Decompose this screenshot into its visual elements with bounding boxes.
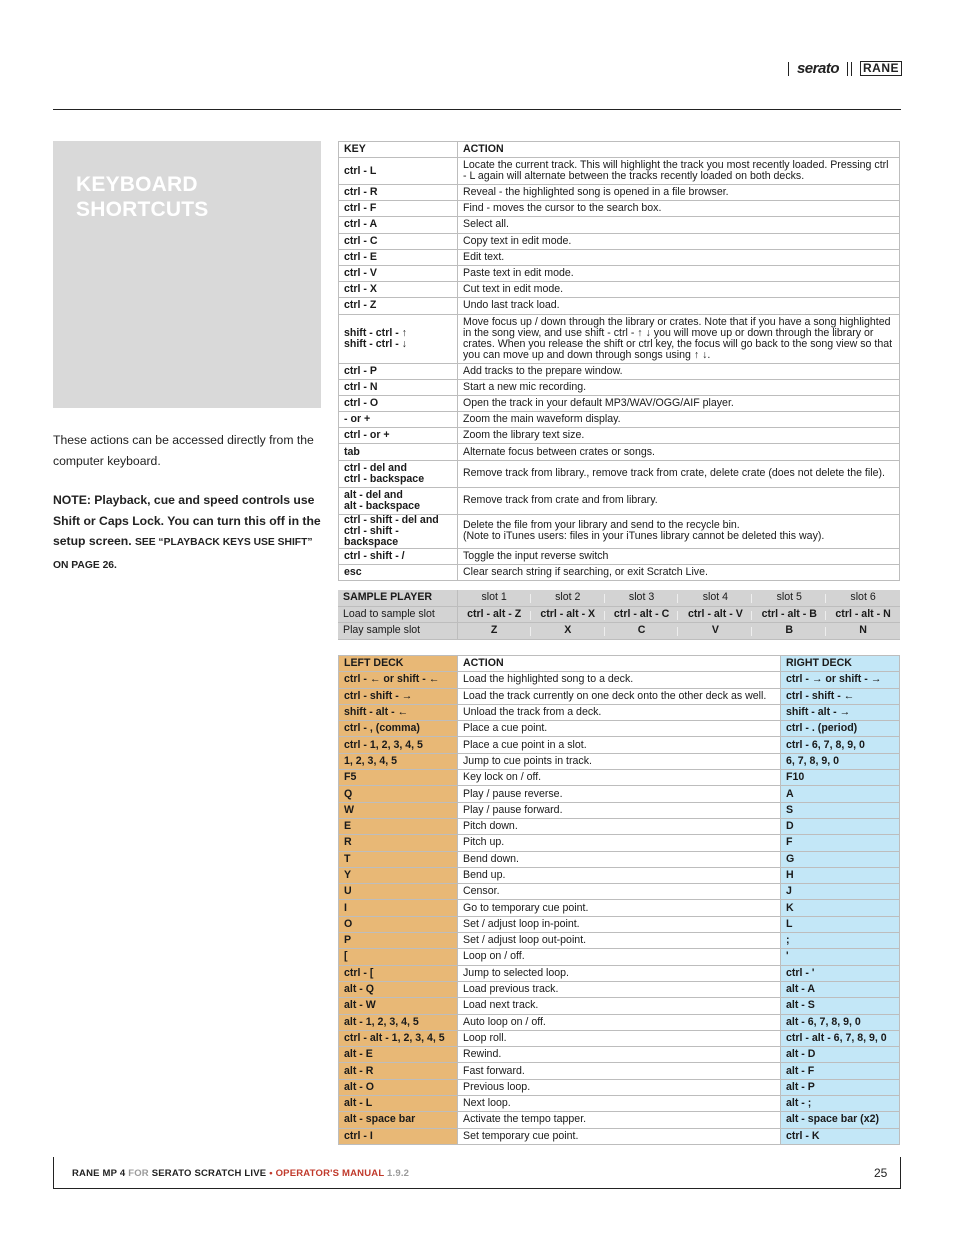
slot-value: ctrl - alt - Z <box>457 606 531 623</box>
table-row <box>339 867 900 883</box>
table-row <box>339 770 900 786</box>
deck-action: Place a cue point. <box>458 721 781 737</box>
slot-value: ctrl - alt - V <box>678 606 752 623</box>
slot-value: ctrl - alt - X <box>531 606 605 623</box>
shortcut-action: Remove track from crate and from library. <box>458 487 900 514</box>
left-deck-key: Q <box>339 786 458 802</box>
sample-player-table <box>338 590 900 640</box>
left-deck-key: ctrl - , (comma) <box>339 721 458 737</box>
shortcut-key: ctrl - or + <box>339 428 458 444</box>
shortcut-action: Locate the current track. This will highlight the track you most recently loaded. Pressing ctrl - L again will alternate between the tracks recently loaded on both decks. <box>458 158 900 185</box>
left-deck-key: R <box>339 835 458 851</box>
left-deck-key: E <box>339 818 458 834</box>
shortcut-key: ctrl - shift - / <box>339 548 458 564</box>
shortcut-key: ctrl - V <box>339 265 458 281</box>
table-row <box>339 548 900 564</box>
deck-action: Previous loop. <box>458 1079 781 1095</box>
note-see-reference: SEE “PLAYBACK KEYS USE SHIFT” ON PAGE 26. <box>53 537 313 571</box>
left-deck-header: LEFT DECK <box>339 656 458 672</box>
left-deck-key: ctrl - ← or shift - ← <box>339 672 458 688</box>
right-deck-key: ; <box>781 933 900 949</box>
rane-logo: RANE <box>860 61 902 76</box>
sampler-header-row <box>338 590 900 606</box>
shortcut-key: ctrl - A <box>339 217 458 233</box>
shortcut-action: Open the track in your default MP3/WAV/OGG/AIF player. <box>458 395 900 411</box>
footer-software: SERATO SCRATCH LIVE <box>151 1168 267 1179</box>
table-row <box>339 1128 900 1144</box>
table-row <box>339 460 900 487</box>
left-deck-key: alt - O <box>339 1079 458 1095</box>
left-deck-key: shift - alt - ← <box>339 704 458 720</box>
deck-action: Pitch down. <box>458 818 781 834</box>
title-box <box>53 141 321 408</box>
slot-value: ctrl - alt - N <box>826 606 900 623</box>
right-deck-key: ctrl - ' <box>781 965 900 981</box>
divider <box>851 62 852 76</box>
left-deck-key: alt - space bar <box>339 1112 458 1128</box>
sampler-row <box>338 606 900 623</box>
left-deck-key: ctrl - I <box>339 1128 458 1144</box>
deck-action: Unload the track from a deck. <box>458 704 781 720</box>
deck-action: Loop on / off. <box>458 949 781 965</box>
shortcut-action: Zoom the library text size. <box>458 428 900 444</box>
shortcut-action: Cut text in edit mode. <box>458 282 900 298</box>
table-row <box>339 1112 900 1128</box>
footer-manual: OPERATOR'S MANUAL <box>275 1168 385 1179</box>
right-deck-key: alt - ; <box>781 1096 900 1112</box>
left-deck-key: O <box>339 916 458 932</box>
right-deck-key: alt - P <box>781 1079 900 1095</box>
shortcut-action: Start a new mic recording. <box>458 379 900 395</box>
table-row <box>339 1030 900 1046</box>
deck-action: Jump to cue points in track. <box>458 753 781 769</box>
deck-header-row <box>339 656 900 672</box>
table-row <box>339 298 900 314</box>
left-deck-key: [ <box>339 949 458 965</box>
table-row <box>339 916 900 932</box>
shortcut-action: Reveal - the highlighted song is opened in a file browser. <box>458 185 900 201</box>
deck-action: Bend down. <box>458 851 781 867</box>
table-row <box>339 786 900 802</box>
table-header-row <box>339 142 900 158</box>
footer-version: 1.9.2 <box>387 1168 410 1179</box>
shortcut-key: tab <box>339 444 458 460</box>
deck-action: Load the highlighted song to a deck. <box>458 672 781 688</box>
table-row <box>339 1047 900 1063</box>
table-row <box>339 835 900 851</box>
right-deck-key: ctrl - . (period) <box>781 721 900 737</box>
right-deck-key: alt - S <box>781 998 900 1014</box>
right-deck-key: J <box>781 884 900 900</box>
shortcut-action: Alternate focus between crates or songs. <box>458 444 900 460</box>
shortcut-action: Edit text. <box>458 249 900 265</box>
key-header: KEY <box>339 142 458 158</box>
left-deck-key: ctrl - [ <box>339 965 458 981</box>
shortcut-key: ctrl - O <box>339 395 458 411</box>
shortcut-key: - or + <box>339 412 458 428</box>
keyboard-shortcut-table <box>338 141 900 581</box>
right-deck-key: K <box>781 900 900 916</box>
table-row <box>339 185 900 201</box>
deck-action: Next loop. <box>458 1096 781 1112</box>
shortcut-action: Zoom the main waveform display. <box>458 412 900 428</box>
sample-player-label: SAMPLE PLAYER <box>338 590 457 606</box>
slot-value: Z <box>457 623 531 640</box>
left-deck-key: ctrl - 1, 2, 3, 4, 5 <box>339 737 458 753</box>
left-deck-key: alt - R <box>339 1063 458 1079</box>
table-row <box>339 282 900 298</box>
page-title: KEYBOARD SHORTCUTS <box>76 173 209 221</box>
footer-rule-left <box>53 1157 54 1189</box>
deck-action: Censor. <box>458 884 781 900</box>
table-row <box>339 721 900 737</box>
left-deck-key: ctrl - alt - 1, 2, 3, 4, 5 <box>339 1030 458 1046</box>
shortcut-key: alt - del and alt - backspace <box>339 487 458 514</box>
brand-logos <box>788 60 902 77</box>
deck-action: Pitch up. <box>458 835 781 851</box>
left-deck-key: U <box>339 884 458 900</box>
footer-rule-right <box>900 1157 901 1189</box>
deck-action: Jump to selected loop. <box>458 965 781 981</box>
right-deck-key: H <box>781 867 900 883</box>
shortcut-action: Copy text in edit mode. <box>458 233 900 249</box>
table-row <box>339 981 900 997</box>
shortcut-action: Remove track from library., remove track from crate, delete crate (does not delete the file). <box>458 460 900 487</box>
left-deck-key: I <box>339 900 458 916</box>
right-deck-key: alt - A <box>781 981 900 997</box>
slot-value: B <box>752 623 826 640</box>
serato-logo: serato <box>796 60 839 77</box>
right-deck-key: alt - F <box>781 1063 900 1079</box>
table-row <box>339 1014 900 1030</box>
table-row <box>339 949 900 965</box>
header-rule <box>53 109 901 110</box>
deck-action: Rewind. <box>458 1047 781 1063</box>
slot-value: X <box>531 623 605 640</box>
sampler-row-label: Load to sample slot <box>338 606 457 623</box>
left-deck-key: alt - E <box>339 1047 458 1063</box>
right-deck-key: alt - space bar (x2) <box>781 1112 900 1128</box>
sampler-row-label: Play sample slot <box>338 623 457 640</box>
shortcut-key: ctrl - P <box>339 363 458 379</box>
slot-header: slot 3 <box>605 590 679 606</box>
slot-value: V <box>678 623 752 640</box>
footer-product: RANE MP 4 <box>72 1168 126 1179</box>
left-deck-key: alt - W <box>339 998 458 1014</box>
divider <box>847 62 848 76</box>
deck-action: Load the track currently on one deck onto the other deck as well. <box>458 688 781 704</box>
deck-action: Go to temporary cue point. <box>458 900 781 916</box>
action-header: ACTION <box>458 656 781 672</box>
table-row <box>339 672 900 688</box>
shortcut-key: ctrl - R <box>339 185 458 201</box>
shortcut-action: Move focus up / down through the library or crates. Note that if you have a song highlighted in the song view, and use shift - ctrl - ↑ ↓ you will move up or down through the library or crates. When you release the shift or ctrl key, the focus will go back to the song view so that you can move up and down through songs using ↑ ↓. <box>458 314 900 363</box>
deck-action: Set / adjust loop out-point. <box>458 933 781 949</box>
table-row <box>339 998 900 1014</box>
slot-value: ctrl - alt - C <box>605 606 679 623</box>
right-deck-key: F10 <box>781 770 900 786</box>
left-deck-key: T <box>339 851 458 867</box>
footer-text <box>72 1168 409 1179</box>
action-header: ACTION <box>458 142 900 158</box>
slot-value: N <box>826 623 900 640</box>
footer-bullet: • <box>269 1168 273 1179</box>
table-row <box>339 233 900 249</box>
shortcut-key: ctrl - N <box>339 379 458 395</box>
shortcut-action: Add tracks to the prepare window. <box>458 363 900 379</box>
deck-action: Set temporary cue point. <box>458 1128 781 1144</box>
footer-for: FOR <box>128 1168 149 1179</box>
right-deck-key: ctrl - alt - 6, 7, 8, 9, 0 <box>781 1030 900 1046</box>
slot-value: C <box>605 623 679 640</box>
table-row <box>339 412 900 428</box>
table-row <box>339 818 900 834</box>
right-deck-key: ctrl - → or shift - → <box>781 672 900 688</box>
deck-action: Activate the tempo tapper. <box>458 1112 781 1128</box>
deck-action: Place a cue point in a slot. <box>458 737 781 753</box>
slot-header: slot 1 <box>457 590 531 606</box>
table-row <box>339 444 900 460</box>
right-deck-key: alt - 6, 7, 8, 9, 0 <box>781 1014 900 1030</box>
left-deck-key: ctrl - shift - → <box>339 688 458 704</box>
deck-action: Fast forward. <box>458 1063 781 1079</box>
left-deck-key: F5 <box>339 770 458 786</box>
table-row <box>339 514 900 548</box>
intro-text: These actions can be accessed directly from the computer keyboard. <box>53 433 314 468</box>
shortcut-action: Paste text in edit mode. <box>458 265 900 281</box>
shortcut-key: ctrl - F <box>339 201 458 217</box>
slot-header: slot 6 <box>826 590 900 606</box>
right-deck-key: 6, 7, 8, 9, 0 <box>781 753 900 769</box>
table-row <box>339 217 900 233</box>
deck-action: Loop roll. <box>458 1030 781 1046</box>
deck-action: Bend up. <box>458 867 781 883</box>
table-row <box>339 851 900 867</box>
table-row <box>339 487 900 514</box>
shortcut-key: ctrl - del and ctrl - backspace <box>339 460 458 487</box>
table-row <box>339 201 900 217</box>
deck-action: Auto loop on / off. <box>458 1014 781 1030</box>
slot-value: ctrl - alt - B <box>752 606 826 623</box>
footer-rule <box>53 1188 901 1189</box>
shortcut-action: Clear search string if searching, or exit Scratch Live. <box>458 564 900 580</box>
deck-action: Set / adjust loop in-point. <box>458 916 781 932</box>
right-deck-key: alt - D <box>781 1047 900 1063</box>
shortcut-action: Select all. <box>458 217 900 233</box>
right-deck-key: L <box>781 916 900 932</box>
table-row <box>339 737 900 753</box>
shortcut-action: Undo last track load. <box>458 298 900 314</box>
left-deck-key: alt - Q <box>339 981 458 997</box>
deck-action: Key lock on / off. <box>458 770 781 786</box>
table-row <box>339 395 900 411</box>
table-row <box>339 363 900 379</box>
table-row <box>339 1079 900 1095</box>
shortcut-key: ctrl - E <box>339 249 458 265</box>
shortcut-key: shift - ctrl - ↑ shift - ctrl - ↓ <box>339 314 458 363</box>
shortcut-key: esc <box>339 564 458 580</box>
shortcut-action: Toggle the input reverse switch <box>458 548 900 564</box>
table-row <box>339 379 900 395</box>
left-deck-key: P <box>339 933 458 949</box>
left-deck-key: alt - 1, 2, 3, 4, 5 <box>339 1014 458 1030</box>
table-row <box>339 753 900 769</box>
table-row <box>339 265 900 281</box>
page-number: 25 <box>874 1166 888 1180</box>
shortcut-key: ctrl - X <box>339 282 458 298</box>
right-deck-key: F <box>781 835 900 851</box>
table-row <box>339 933 900 949</box>
shortcut-key: ctrl - L <box>339 158 458 185</box>
table-row <box>339 688 900 704</box>
table-row <box>339 1063 900 1079</box>
table-row <box>339 158 900 185</box>
table-row <box>339 1096 900 1112</box>
right-deck-key: G <box>781 851 900 867</box>
slot-header: slot 4 <box>678 590 752 606</box>
shortcut-key: ctrl - shift - del and ctrl - shift - backspace <box>339 514 458 548</box>
note-bold: NOTE: Playback, cue and speed controls use Shift or Caps Lock. You can turn this off in the setup screen. <box>53 493 321 548</box>
right-deck-key: D <box>781 818 900 834</box>
deck-action: Load next track. <box>458 998 781 1014</box>
table-row <box>339 314 900 363</box>
deck-action: Load previous track. <box>458 981 781 997</box>
note-text <box>53 490 325 576</box>
deck-action: Play / pause reverse. <box>458 786 781 802</box>
table-row <box>339 884 900 900</box>
right-deck-key: shift - alt - → <box>781 704 900 720</box>
table-row <box>339 564 900 580</box>
slot-header: slot 5 <box>752 590 826 606</box>
right-deck-key: ctrl - 6, 7, 8, 9, 0 <box>781 737 900 753</box>
table-row <box>339 965 900 981</box>
right-deck-key: ctrl - shift - ← <box>781 688 900 704</box>
deck-action: Play / pause forward. <box>458 802 781 818</box>
table-row <box>339 900 900 916</box>
shortcut-action: Find - moves the cursor to the search box. <box>458 201 900 217</box>
table-row <box>339 704 900 720</box>
table-row <box>339 428 900 444</box>
left-deck-key: Y <box>339 867 458 883</box>
shortcut-key: ctrl - Z <box>339 298 458 314</box>
right-deck-key: ' <box>781 949 900 965</box>
right-deck-header: RIGHT DECK <box>781 656 900 672</box>
right-deck-key: A <box>781 786 900 802</box>
slot-header: slot 2 <box>531 590 605 606</box>
left-deck-key: W <box>339 802 458 818</box>
left-deck-key: 1, 2, 3, 4, 5 <box>339 753 458 769</box>
divider <box>788 62 789 76</box>
table-row <box>339 249 900 265</box>
left-deck-key: alt - L <box>339 1096 458 1112</box>
deck-shortcut-table <box>338 655 900 1145</box>
sampler-row <box>338 623 900 640</box>
right-deck-key: ctrl - K <box>781 1128 900 1144</box>
shortcut-action: Delete the file from your library and send to the recycle bin. (Note to iTunes users: files in your iTunes library cannot be deleted this way). <box>458 514 900 548</box>
table-row <box>339 802 900 818</box>
shortcut-key: ctrl - C <box>339 233 458 249</box>
right-deck-key: S <box>781 802 900 818</box>
